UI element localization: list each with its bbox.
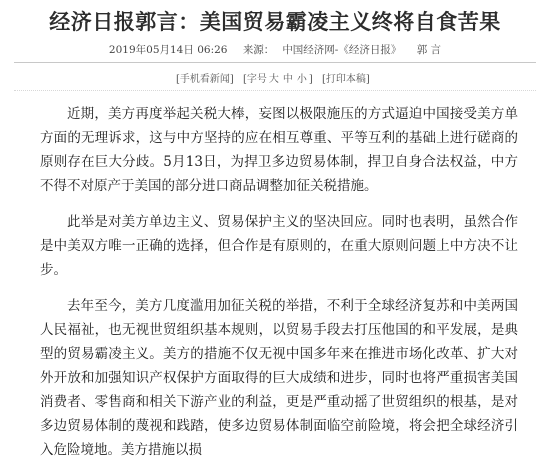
title-divider: [14, 62, 536, 63]
source-link[interactable]: 中国经济网-《经济日报》: [282, 44, 402, 56]
paragraph: 去年至今，美方几度滥用加征关税的举措，不利于全球经济复苏和中美两国人民福祉，也无视世贸组织基本规则，以贸易手段去打压他国的和平发展，是典型的贸易霸凌主义。美方的措施不仅无视中国多年来在推进市场化改革、扩大对外开放和加强知识产权保护方面取得的巨大成绩和进步，同时也将严重损害美国消费者、零售商和相关下游产业的利益，更是严重动摇了世贸组织的根基，是对多边贸易体制的蔑视和践踏，使多边贸易体制面临空前险境，将会把全球经济引入危险境地。美方措施以损: [40, 298, 518, 458]
font-size-label: [字号: [243, 74, 267, 85]
font-size-small-button[interactable]: 小: [296, 74, 307, 85]
source-label: 来源：: [242, 44, 275, 56]
publish-datetime: 2019年05月14日 06:26: [108, 44, 228, 56]
font-size-controls: [243, 74, 313, 85]
mobile-news-link[interactable]: [手机看新闻]: [176, 74, 234, 85]
source: [239, 44, 406, 56]
font-size-large-button[interactable]: 大: [268, 74, 279, 85]
print-link[interactable]: [打印本稿]: [322, 74, 370, 85]
page-title: 经济日报郭言：美国贸易霸凌主义终将自食苦果: [49, 10, 501, 34]
article-tools: [176, 70, 376, 85]
article-body: [40, 102, 518, 474]
article-meta: [0, 42, 550, 57]
author: 郭 言: [416, 44, 442, 56]
paragraph: 此举是对美方单边主义、贸易保护主义的坚决回应。同时也表明，虽然合作是中美双方唯一正确的选择，但合作是有原则的，在重大原则问题上中方决不让步。: [40, 214, 518, 278]
tools-divider: [14, 90, 536, 91]
font-size-close: ]: [308, 74, 313, 85]
paragraph: 近期，美方再度举起关税大棒，妄图以极限施压的方式逼迫中国接受美方单方面的无理诉求，这与中方坚持的应在相互尊重、平等互利的基础上进行磋商的原则存在巨大分歧。5月13日，为捍卫多边贸易体制，捍卫自身合法权益，中方不得不对原产于美国的部分进口商品调整加征关税措施。: [40, 106, 518, 194]
font-size-medium-button[interactable]: 中: [282, 74, 293, 85]
